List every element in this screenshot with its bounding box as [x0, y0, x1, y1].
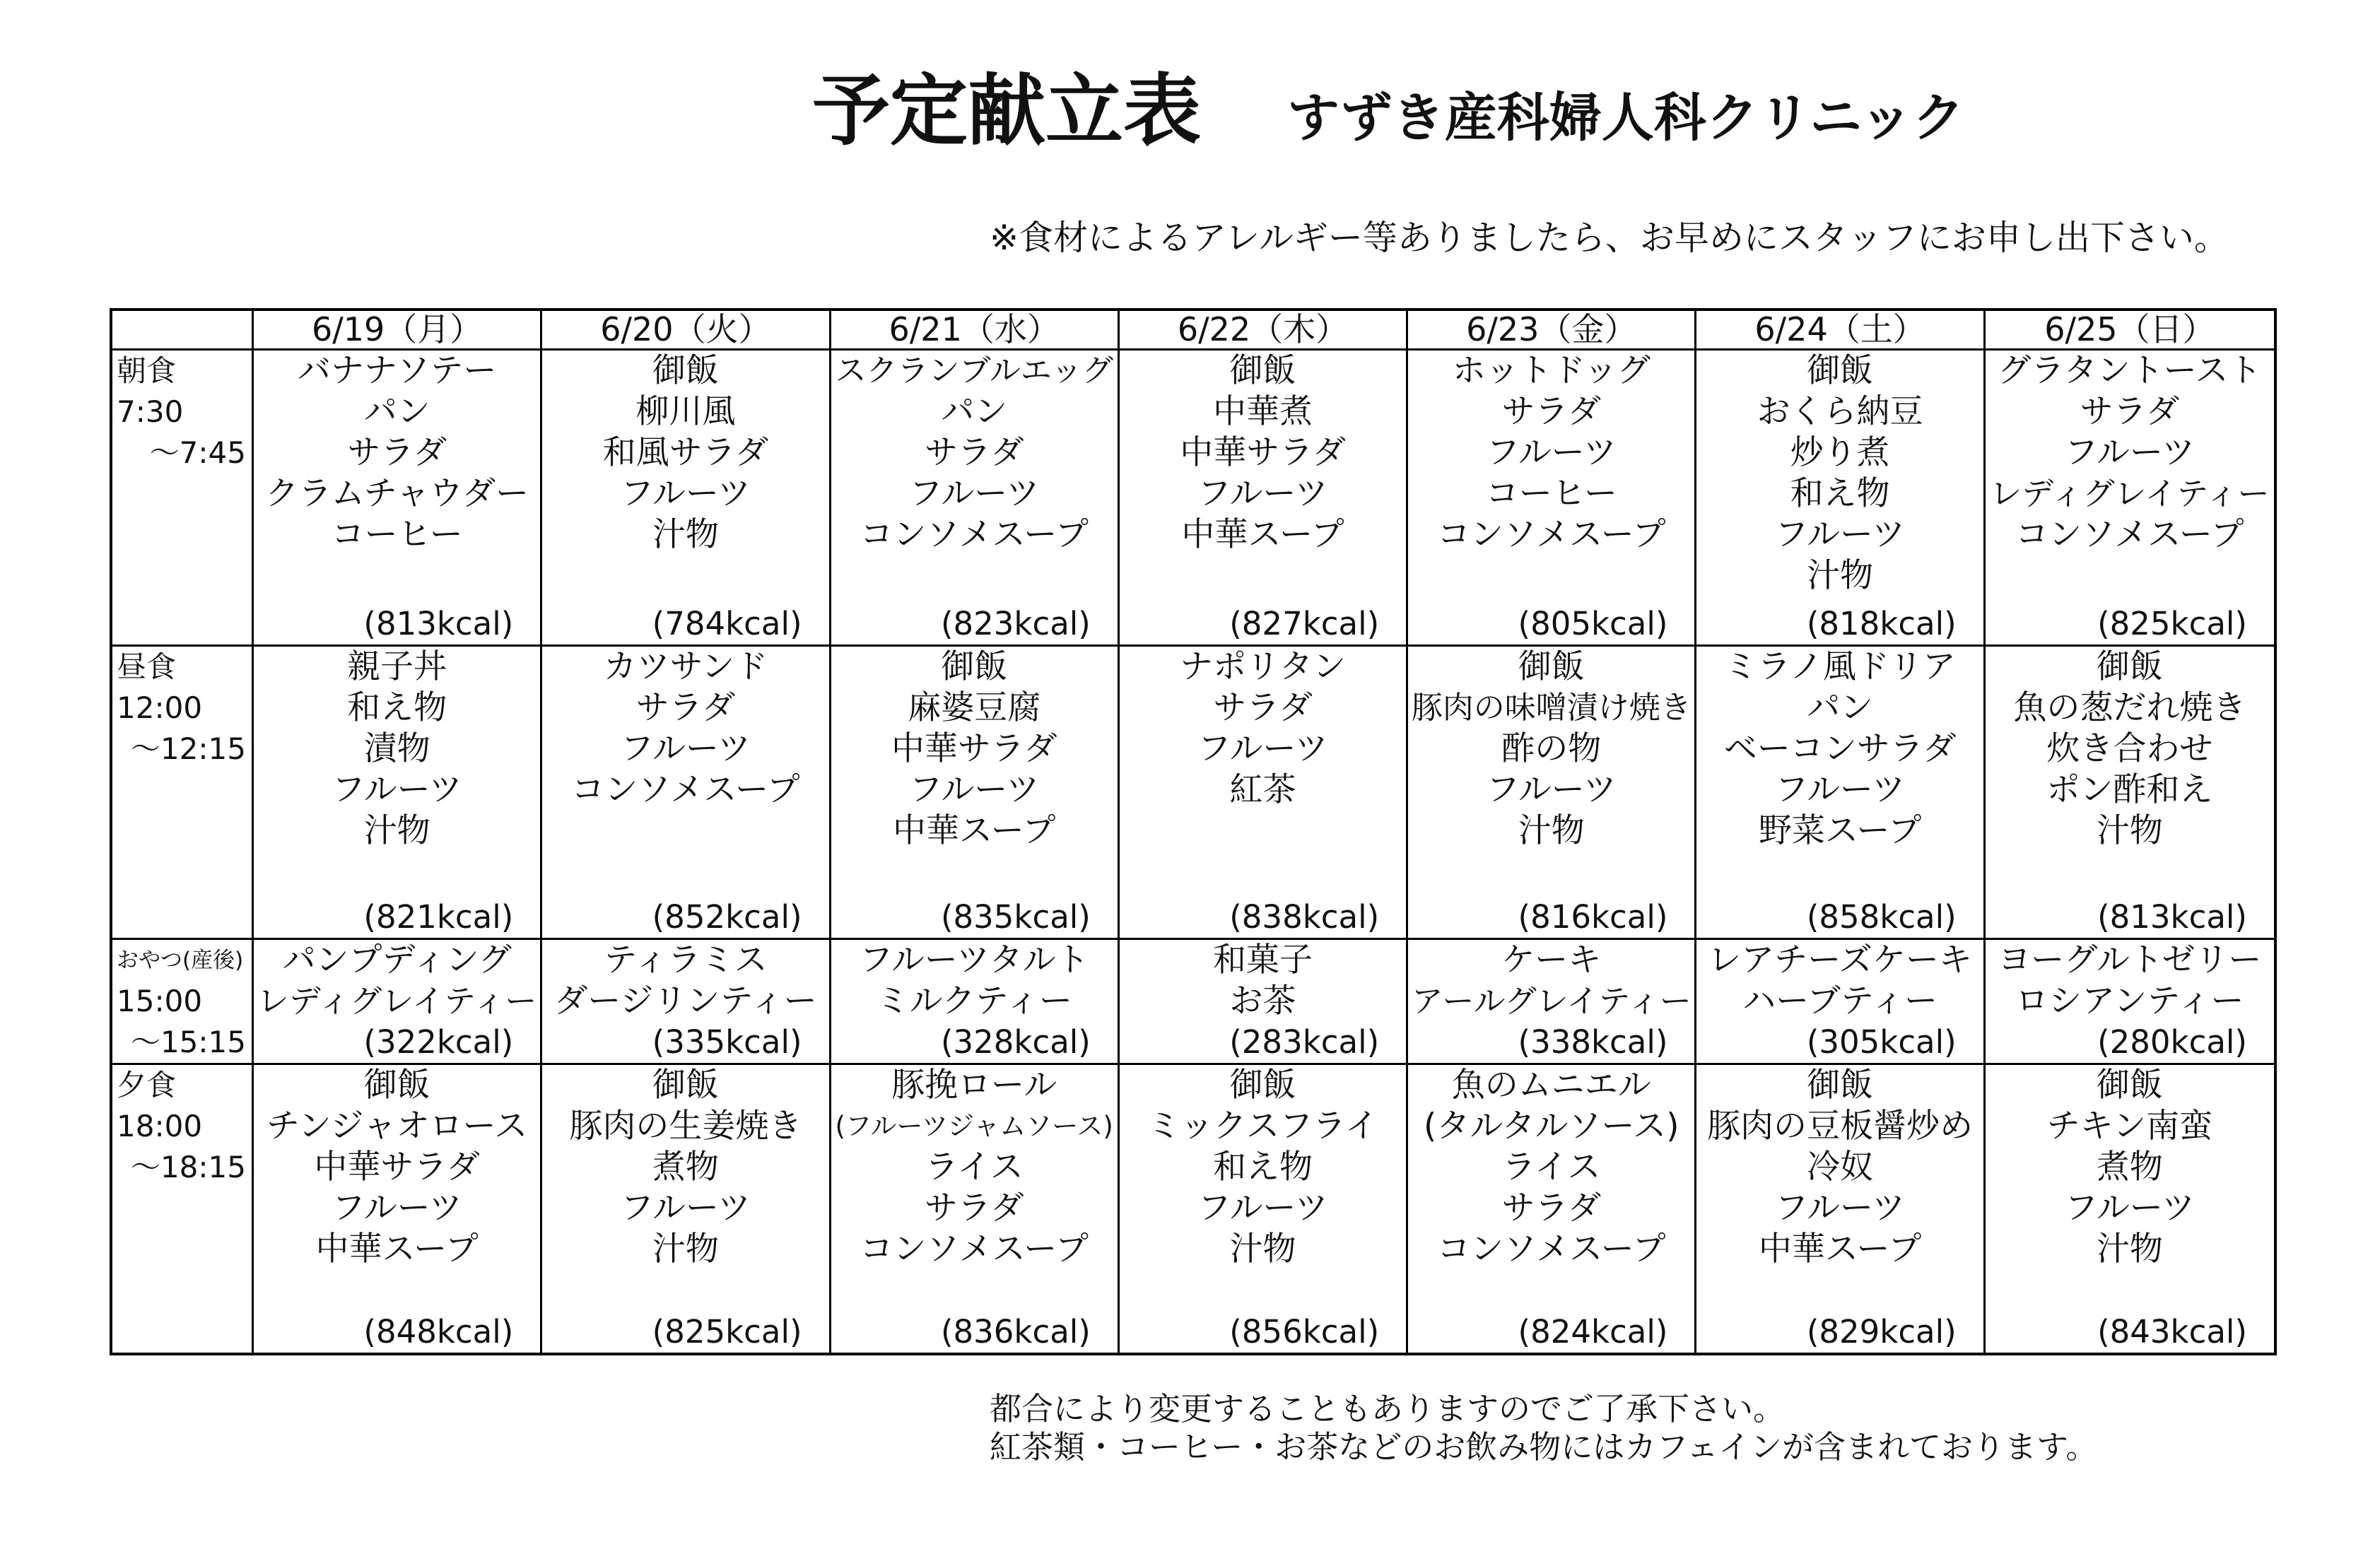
menu-item: 御飯 [652, 1066, 719, 1105]
menu-item: フルーツ [620, 729, 751, 768]
menu-item: 御飯 [363, 1066, 430, 1105]
menu-item: 柳川風 [635, 392, 736, 431]
menu-item: フルーツ [2064, 433, 2195, 472]
meal-name: 朝食 [117, 353, 177, 388]
menu-item: フルーツ [1774, 770, 1906, 809]
menu-item: 炒り煮 [1790, 433, 1890, 472]
kcal-label: (835kcal) [940, 898, 1091, 936]
kcal-label: (848kcal) [363, 1313, 514, 1350]
menu-cell [542, 351, 831, 647]
menu-item: 和え物 [347, 688, 447, 727]
menu-item: 豚挽ロール [891, 1066, 1057, 1105]
menu-item: 汁物 [652, 1230, 719, 1269]
kcal-label: (818kcal) [1806, 605, 1957, 642]
kcal-label: (805kcal) [1518, 605, 1668, 642]
menu-item: アールグレイティー [1411, 982, 1692, 1020]
day-header-cell [1986, 311, 2274, 351]
menu-item: 汁物 [1518, 811, 1585, 850]
menu-item: (フルーツジャムソース) [835, 1111, 1113, 1141]
menu-item: 中華スープ [315, 1230, 479, 1269]
kcal-label: (843kcal) [2097, 1313, 2247, 1350]
menu-item: 御飯 [1518, 647, 1585, 686]
menu-table [110, 308, 2277, 1355]
menu-cell [1696, 940, 1985, 1065]
menu-cell [1120, 351, 1408, 647]
menu-item: 豚肉の味噌漬け焼き [1411, 690, 1692, 726]
menu-cell [254, 940, 542, 1065]
menu-item: 煮物 [2096, 1148, 2163, 1187]
footer-notes [990, 1390, 2097, 1466]
page-title: 予定献立表 [812, 66, 1201, 156]
meal-start-time: 15:00 [117, 984, 203, 1018]
menu-item: コーヒー [1485, 474, 1617, 513]
menu-item: 酢の物 [1501, 729, 1602, 768]
menu-item: 中華煮 [1212, 392, 1313, 431]
menu-cell [1120, 940, 1408, 1065]
menu-item: コーヒー [331, 515, 463, 554]
menu-item: サラダ [1213, 688, 1313, 727]
menu-item: フルーツ [1197, 1189, 1328, 1228]
menu-item: フルーツ [1486, 433, 1617, 472]
day-header: 6/20（火） [600, 311, 771, 348]
menu-item: 汁物 [652, 515, 719, 554]
menu-cell [1408, 940, 1696, 1065]
menu-item: 中華サラダ [314, 1148, 480, 1187]
meal-end-time: ～18:15 [130, 1150, 246, 1184]
kcal-label: (335kcal) [652, 1023, 802, 1061]
kcal-label: (852kcal) [652, 898, 802, 936]
menu-item: フルーツ [909, 770, 1040, 809]
menu-item: 中華スープ [1181, 515, 1344, 554]
menu-item: 野菜スープ [1758, 811, 1922, 850]
menu-item: 魚の葱だれ焼き [2013, 688, 2246, 727]
menu-item: コンソメスープ [571, 770, 800, 809]
menu-item: ホットドッグ [1452, 351, 1651, 390]
menu-cell [1986, 940, 2274, 1065]
clinic-name: すずき産科婦人科クリニック [1287, 88, 1965, 148]
menu-item: 御飯 [1807, 1066, 1874, 1105]
day-header: 6/21（水） [889, 311, 1060, 348]
kcal-label: (823kcal) [940, 605, 1091, 642]
menu-item: フルーツ [620, 474, 751, 513]
menu-item: フルーツ [332, 770, 462, 809]
menu-item: サラダ [1501, 392, 1602, 431]
menu-item: ティラミス [604, 941, 768, 979]
menu-item: ハーブティー [1742, 982, 1938, 1020]
kcal-label: (813kcal) [363, 605, 514, 642]
menu-item: 御飯 [2096, 1066, 2163, 1105]
menu-item: 和え物 [1790, 474, 1890, 513]
menu-item: サラダ [1501, 1189, 1602, 1228]
menu-cell [831, 351, 1120, 647]
menu-item: 和風サラダ [602, 433, 769, 472]
menu-item: 汁物 [1807, 556, 1874, 595]
kcal-label: (825kcal) [652, 1313, 802, 1350]
menu-item: ケーキ [1501, 941, 1602, 979]
menu-cell [1696, 1065, 1985, 1353]
menu-cell [1120, 1065, 1408, 1353]
day-header-cell [1696, 311, 1985, 351]
menu-item: 中華サラダ [891, 729, 1057, 768]
kcal-label: (784kcal) [652, 605, 802, 642]
menu-item: クラムチャウダー [265, 474, 529, 513]
menu-cell [254, 1065, 542, 1353]
menu-item: レディグレイティー [1990, 475, 2270, 512]
menu-item: 和菓子 [1212, 941, 1313, 979]
menu-cell [1408, 647, 1696, 940]
menu-item: ナポリタン [1179, 647, 1346, 686]
kcal-label: (858kcal) [1806, 898, 1957, 936]
menu-item: ベーコンサラダ [1723, 729, 1957, 768]
menu-item: 中華スープ [893, 811, 1056, 850]
menu-item: ミラノ風ドリア [1724, 647, 1956, 686]
menu-item: ミルクティー [876, 982, 1072, 1020]
menu-item: グラタントースト [1998, 351, 2262, 390]
kcal-label: (322kcal) [363, 1023, 514, 1061]
menu-cell [1986, 351, 2274, 647]
day-header: 6/24（土） [1754, 311, 1925, 348]
header-corner-cell [112, 311, 254, 351]
kcal-label: (813kcal) [2097, 898, 2247, 936]
menu-cell [254, 351, 542, 647]
meal-label-cell [112, 1065, 254, 1353]
day-header: 6/25（日） [2044, 311, 2215, 348]
menu-item: パンプディング [282, 941, 512, 979]
day-header-cell [542, 311, 831, 351]
menu-item: フルーツ [2064, 1189, 2195, 1228]
menu-item: フルーツ [909, 474, 1040, 513]
kcal-label: (821kcal) [363, 898, 514, 936]
menu-item: 麻婆豆腐 [908, 688, 1041, 727]
menu-item: 漬物 [363, 729, 430, 768]
menu-item: ポン酢和え [2046, 770, 2213, 809]
kcal-label: (838kcal) [1229, 898, 1380, 936]
kcal-label: (305kcal) [1806, 1023, 1957, 1061]
menu-item: コンソメスープ [860, 1230, 1089, 1269]
kcal-label: (836kcal) [940, 1313, 1091, 1350]
menu-item: 汁物 [1229, 1230, 1296, 1269]
menu-item: ダージリンティー [554, 982, 817, 1020]
menu-item: コンソメスープ [1437, 515, 1666, 554]
day-header-cell [254, 311, 542, 351]
menu-item: パン [1807, 688, 1874, 727]
menu-item: 豚肉の生姜焼き [569, 1107, 802, 1146]
menu-cell [1408, 351, 1696, 647]
menu-item: 冷奴 [1807, 1148, 1874, 1187]
menu-item: カツサンド [603, 647, 768, 686]
menu-item: サラダ [347, 433, 447, 472]
menu-item: 豚肉の豆板醤炒め [1707, 1107, 1974, 1146]
meal-end-time: ～12:15 [130, 731, 246, 766]
meal-name: 夕食 [117, 1068, 177, 1102]
menu-item: 魚のムニエル [1451, 1066, 1651, 1105]
day-header-cell [1408, 311, 1696, 351]
menu-item: おくら納豆 [1757, 392, 1923, 431]
menu-item: フルーツ [1774, 1189, 1906, 1228]
menu-item: ヨーグルトゼリー [1998, 941, 2262, 979]
kcal-label: (338kcal) [1518, 1023, 1668, 1061]
day-header: 6/22（木） [1177, 311, 1349, 348]
meal-label-cell [112, 351, 254, 647]
meal-end-time: ～15:15 [130, 1025, 246, 1059]
menu-item: 紅茶 [1229, 770, 1296, 809]
menu-cell [1986, 647, 2274, 940]
menu-item: ロシアンティー [2015, 982, 2244, 1020]
menu-item: 御飯 [1229, 1066, 1296, 1105]
menu-item: 御飯 [652, 351, 719, 390]
menu-item: 汁物 [2096, 1230, 2163, 1269]
menu-item: 御飯 [2096, 647, 2163, 686]
menu-item: チンジャオロース [266, 1107, 528, 1146]
kcal-label: (856kcal) [1229, 1313, 1380, 1350]
menu-cell [542, 647, 831, 940]
menu-item: 中華サラダ [1180, 433, 1346, 472]
menu-item: ライス [1502, 1148, 1601, 1187]
menu-cell [542, 1065, 831, 1353]
menu-item: (タルタルソース) [1424, 1107, 1680, 1146]
meal-label-cell [112, 940, 254, 1065]
meal-end-time: ～7:45 [149, 435, 246, 470]
menu-cell [1696, 647, 1985, 940]
meal-start-time: 12:00 [117, 690, 203, 725]
menu-cell [831, 940, 1120, 1065]
meal-name: 昼食 [117, 649, 177, 684]
menu-item: ライス [925, 1148, 1024, 1187]
meal-label-cell [112, 647, 254, 940]
kcal-label: (824kcal) [1518, 1313, 1668, 1350]
menu-item: パン [363, 392, 430, 431]
menu-item: スクランブルエッグ [835, 353, 1113, 389]
menu-item: サラダ [635, 688, 736, 727]
footer-note-change: 都合により変更することもありますのでご了承下さい。 [990, 1390, 1786, 1428]
day-header: 6/23（金） [1466, 311, 1637, 348]
menu-item: チキン南蛮 [2046, 1107, 2213, 1146]
menu-item: フルーツ [1197, 729, 1328, 768]
menu-cell [831, 647, 1120, 940]
menu-cell [542, 940, 831, 1065]
menu-item: 親子丼 [347, 647, 447, 686]
kcal-label: (829kcal) [1806, 1313, 1957, 1350]
menu-item: サラダ [924, 1189, 1024, 1228]
day-header: 6/19（月） [311, 311, 483, 348]
meal-start-time: 18:00 [117, 1109, 203, 1143]
menu-item: 汁物 [2096, 811, 2163, 850]
menu-item: フルーツ [620, 1189, 751, 1228]
menu-item: レディグレイティー [257, 982, 537, 1020]
menu-item: フルーツ [1197, 474, 1328, 513]
menu-item: 中華スープ [1758, 1230, 1922, 1269]
menu-item: 汁物 [363, 811, 430, 850]
menu-item: 御飯 [1229, 351, 1296, 390]
kcal-label: (280kcal) [2097, 1023, 2247, 1061]
meal-start-time: 7:30 [117, 394, 184, 429]
footer-note-caffeine: 紅茶類・コーヒー・お茶などのお飲み物にはカフェインが含まれております。 [990, 1428, 2098, 1466]
menu-item: パン [941, 392, 1008, 431]
menu-item: サラダ [924, 433, 1024, 472]
menu-item: コンソメスープ [860, 515, 1089, 554]
menu-item: バナナソテー [297, 351, 497, 390]
menu-item: フルーツ [1486, 770, 1617, 809]
menu-item: 御飯 [941, 647, 1008, 686]
menu-item: サラダ [2080, 392, 2180, 431]
menu-item: コンソメスープ [2015, 515, 2244, 554]
menu-cell [1986, 1065, 2274, 1353]
meal-name: おやつ(産後) [117, 948, 244, 973]
allergy-notice: ※食材によるアレルギー等ありましたら、お早めにスタッフにお申し出下さい。 [990, 218, 2229, 258]
menu-item: ミックスフライ [1147, 1107, 1378, 1146]
menu-item: フルーツタルト [859, 941, 1089, 979]
menu-item: フルーツ [1774, 515, 1906, 554]
menu-cell [1696, 351, 1985, 647]
day-header-cell [831, 311, 1120, 351]
kcal-label: (825kcal) [2097, 605, 2247, 642]
menu-cell [1120, 647, 1408, 940]
menu-cell [1408, 1065, 1696, 1353]
menu-cell [254, 647, 542, 940]
kcal-label: (283kcal) [1229, 1023, 1380, 1061]
menu-item: フルーツ [332, 1189, 462, 1228]
kcal-label: (328kcal) [940, 1023, 1091, 1061]
menu-item: レアチーズケーキ [1708, 941, 1972, 979]
menu-item: コンソメスープ [1437, 1230, 1666, 1269]
kcal-label: (827kcal) [1229, 605, 1380, 642]
menu-item: お茶 [1229, 982, 1296, 1020]
menu-item: 炊き合わせ [2046, 729, 2213, 768]
menu-item: 御飯 [1807, 351, 1874, 390]
menu-cell [831, 1065, 1120, 1353]
menu-item: 和え物 [1212, 1148, 1313, 1187]
day-header-cell [1120, 311, 1408, 351]
kcal-label: (816kcal) [1518, 898, 1668, 936]
menu-item: 煮物 [652, 1148, 719, 1187]
